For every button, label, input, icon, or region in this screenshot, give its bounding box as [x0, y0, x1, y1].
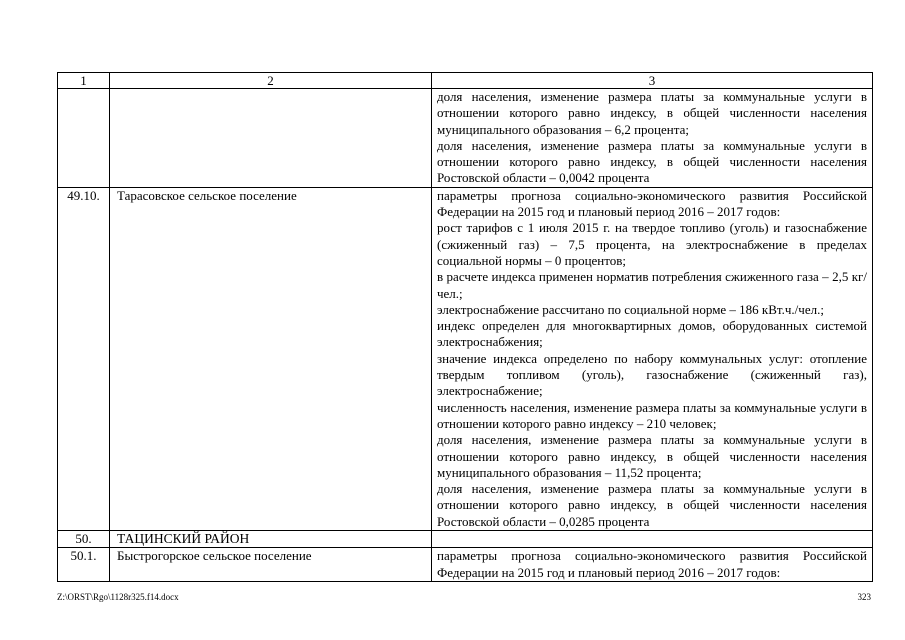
table-row — [58, 89, 873, 188]
row-number — [58, 89, 110, 188]
table-row — [58, 548, 873, 582]
parameter-paragraph: численность населения, изменение размера платы за коммунальные услуги в отношении которого равно индексу – 210 человек; — [437, 399, 867, 431]
settlement-name — [110, 89, 432, 188]
table-row — [58, 187, 873, 530]
parameters-cell — [432, 89, 873, 188]
table-row — [58, 531, 873, 548]
row-number: 50.1. — [58, 548, 110, 582]
header-cell-2: 2 — [110, 73, 432, 89]
settlement-name: Быстрогорское сельское поселение — [110, 548, 432, 582]
parameter-paragraph: параметры прогноза социально-экономического развития Российской Федерации на 2015 год и плановый период 2016 – 2017 годов: — [437, 187, 867, 220]
footer-page-number: 323 — [857, 592, 871, 602]
parameter-paragraph: значение индекса определено по набору коммунальных услуг: отопление твердым топливом (уголь), газоснабжение (сжиженный газ), электроснабжение; — [437, 350, 867, 399]
parameter-paragraph: доля населения, изменение размера платы за коммунальные услуги в отношении которого равно индексу, в общей численности населения муниципального образования – 11,52 процента; — [437, 432, 867, 480]
header-cell-3: 3 — [432, 73, 873, 89]
parameters-cell — [432, 548, 873, 582]
parameters-cell — [432, 531, 873, 548]
parameter-paragraph: параметры прогноза социально-экономического развития Российской Федерации на 2015 год и плановый период 2016 – 2017 годов: — [437, 548, 867, 580]
row-number: 49.10. — [58, 187, 110, 530]
header-cell-1: 1 — [58, 73, 110, 89]
parameter-paragraph: в расчете индекса применен норматив потребления сжиженного газа – 2,5 кг/чел.; — [437, 269, 867, 301]
parameter-paragraph: электроснабжение рассчитано по социальной норме – 186 кВт.ч./чел.; — [437, 301, 824, 317]
district-name: ТАЦИНСКИЙ РАЙОН — [110, 531, 432, 548]
parameter-paragraph: рост тарифов с 1 июля 2015 г. на твердое топливо (уголь) и газоснабжение (сжиженный газ) – 7,5 процента, на электроснабжение в пределах социальной нормы – 0 процентов; — [437, 220, 867, 268]
footer-file-path: Z:\ORST\Rgo\1128r325.f14.docx — [57, 592, 179, 602]
parameter-paragraph: доля населения, изменение размера платы за коммунальные услуги в отношении которого равно индексу, в общей численности населения Ростовской области – 0,0042 процента — [437, 137, 867, 186]
row-number: 50. — [58, 531, 110, 548]
settlement-name: Тарасовское сельское поселение — [110, 187, 432, 530]
parameters-cell — [432, 187, 873, 530]
document-table — [57, 72, 873, 582]
parameter-paragraph: доля населения, изменение размера платы за коммунальные услуги в отношении которого равно индексу, в общей численности населения муниципального образования – 6,2 процента; — [437, 89, 867, 137]
parameter-paragraph: доля населения, изменение размера платы за коммунальные услуги в отношении которого равно индексу, в общей численности населения Ростовской области – 0,0285 процента — [437, 481, 867, 529]
parameter-paragraph: индекс определен для многоквартирных домов, оборудованных системой электроснабжения; — [437, 318, 867, 350]
table-header-row — [58, 73, 873, 89]
